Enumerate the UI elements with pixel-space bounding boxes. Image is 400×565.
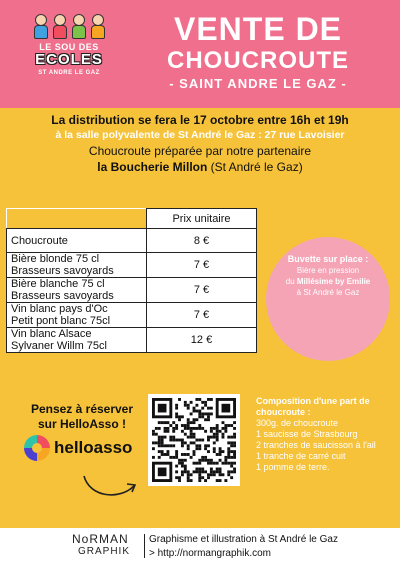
composition-list — [256, 418, 396, 473]
title-line1: VENTE DE — [173, 11, 343, 47]
header-banner — [0, 0, 400, 108]
table-row — [7, 229, 257, 253]
composition-section — [256, 396, 396, 473]
footer-divider — [144, 534, 145, 558]
product-name: Vin blanc Alsace Sylvaner Willm 75cl — [7, 328, 147, 353]
helloasso-brand: helloasso — [54, 438, 133, 457]
partner-name — [0, 159, 400, 175]
children-illustration-icon — [28, 14, 110, 40]
logo-line1: LE SOU DES — [39, 42, 99, 52]
buvette-line2 — [266, 276, 390, 287]
title-line3: - SAINT ANDRE LE GAZ - — [169, 76, 347, 91]
buvette-title: Buvette sur place : — [287, 254, 369, 264]
partner-intro: Choucroute préparée par notre partenaire — [88, 144, 312, 158]
product-name: Vin blanc pays d'Oc Petit pont blanc 75cl — [7, 303, 147, 328]
partner-name-rest: (St André le Gaz) — [207, 160, 303, 174]
product-price: 7 € — [147, 253, 257, 278]
product-name: Choucroute — [7, 229, 147, 253]
helloasso-icon — [24, 435, 50, 461]
sou-des-ecoles-logo — [28, 14, 110, 100]
product-price: 7 € — [147, 303, 257, 328]
product-name: Bière blanche 75 cl Brasseurs savoyards — [7, 278, 147, 303]
price-table-empty-header — [7, 209, 147, 229]
price-table — [6, 208, 257, 353]
intro-section — [0, 112, 400, 175]
composition-title: Composition d'une part de choucroute : — [256, 396, 370, 417]
list-item: 2 tranches de saucisson à l'ail — [256, 440, 376, 450]
price-table-header-cell: Prix unitaire — [147, 209, 257, 229]
normangraphik-logo — [72, 532, 140, 562]
product-price: 8 € — [147, 229, 257, 253]
buvette-line2-bold: Millésime by Emilie — [296, 277, 371, 286]
partner-name-bold: la Boucherie Millon — [97, 160, 208, 174]
table-row — [7, 328, 257, 353]
buvette-circle — [266, 237, 390, 361]
logo-line3: ST ANDRE LE GAZ — [38, 70, 100, 76]
reserve-text-line2: sur HelloAsso ! — [37, 417, 127, 431]
logo-norman: NoRMAN — [72, 532, 129, 546]
price-table-header — [7, 209, 257, 229]
footer-tagline: Graphisme et illustration à St André le Gaz — [149, 534, 338, 545]
qr-code-icon — [152, 398, 236, 482]
product-price: 7 € — [147, 278, 257, 303]
logo-graphik: GRAPHIK — [78, 546, 131, 557]
distribution-location: à la salle polyvalente de St André le Gaz : 27 rue Lavoisier — [55, 129, 345, 141]
logo-line2: ECOLES — [35, 51, 103, 68]
table-row — [7, 278, 257, 303]
helloasso-logo[interactable] — [24, 434, 132, 462]
product-price: 12 € — [147, 328, 257, 353]
distribution-date: La distribution se fera le 17 octobre entre 16h et 19h — [51, 113, 349, 127]
product-name: Bière blonde 75 cl Brasseurs savoyards — [7, 253, 147, 278]
title-line2: CHOUCROUTE — [167, 47, 349, 74]
list-item: 1 tranche de carré cuit — [256, 451, 346, 461]
buvette-line1: Bière en pression — [296, 266, 360, 275]
buvette-line3: à St André le Gaz — [296, 288, 360, 297]
list-item: 1 saucisse de Strasbourg — [256, 429, 358, 439]
footer-link[interactable]: > http://normangraphik.com — [149, 548, 272, 559]
reserve-text — [20, 402, 144, 432]
reserve-text-line1: Pensez à réserver — [30, 402, 134, 416]
table-row — [7, 303, 257, 328]
table-row — [7, 253, 257, 278]
curved-arrow-icon — [80, 470, 140, 500]
qr-code[interactable] — [148, 394, 240, 486]
list-item: 300g. de choucroute — [256, 418, 339, 428]
footer — [0, 528, 400, 565]
buvette-line2-pre: du — [285, 277, 297, 286]
list-item: 1 pomme de terre. — [256, 462, 330, 472]
